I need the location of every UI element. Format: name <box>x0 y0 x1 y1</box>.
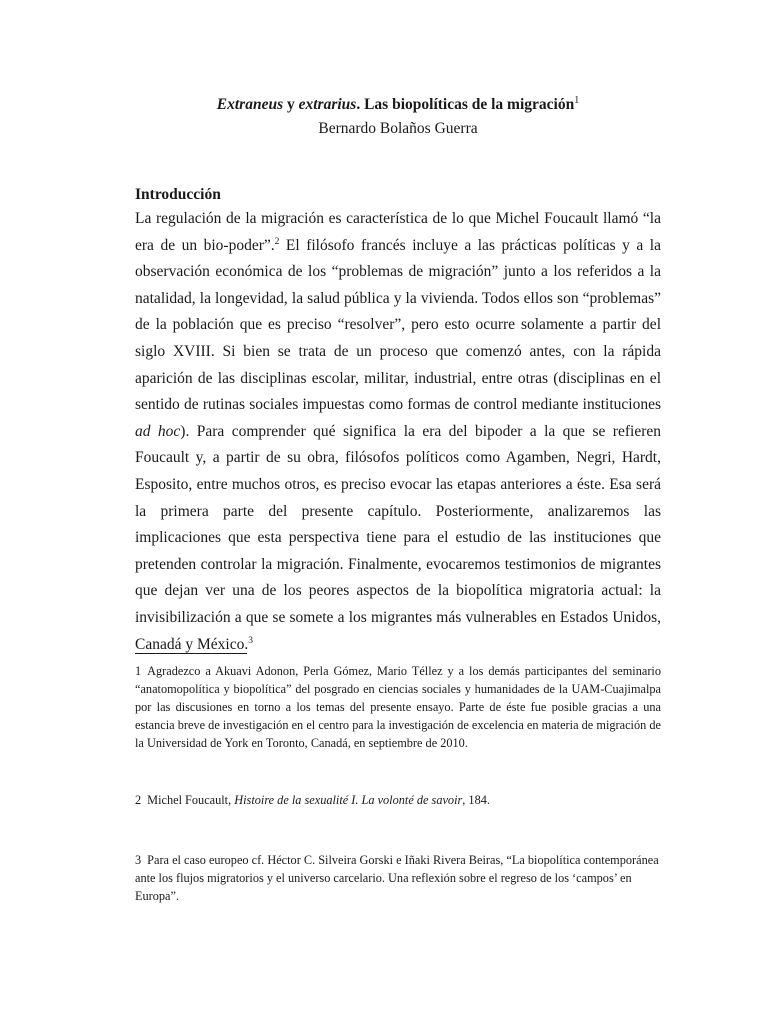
footnote-3 <box>135 851 661 905</box>
footnote-ref-1[interactable]: 1 <box>574 95 580 106</box>
footnote-separator <box>135 653 247 654</box>
footnote-2 <box>135 791 661 809</box>
footnote-2-author: Michel Foucault, <box>147 793 235 807</box>
footnote-3-text: Para el caso europeo cf. Héctor C. Silveira Gorski e Iñaki Rivera Beiras, “La biopolítica contemporánea ante los flujos migratorios y el universo carcelario. Una reflexión sobre el regreso de los ‘campos’ en Europa”. <box>135 853 659 903</box>
document-title <box>135 91 661 115</box>
body-paragraph <box>135 206 661 658</box>
paragraph-part-3: ). Para comprender qué significa la era del bipoder a la que se refieren Foucault y, a partir de su obra, filósofos políticos como Agamben, Negri, Hardt, Esposito, entre muchos otros, es preciso evocar las etapas anteriores a éste. Esa será la primera parte del presente capítulo. Posteriormente, analizaremos las implicaciones que esta perspectiva tiene para el estudio de las instituciones que pretenden controlar la migración. Finalmente, evocaremos testimonios de migrantes que dejan ver una de los peores aspectos de la biopolítica migratoria actual: la invisibilización a que se somete a los migrantes más vulnerables en Estados Unidos, Canadá y México. <box>135 422 661 653</box>
author-name: Bernardo Bolaños Guerra <box>318 120 478 137</box>
footnote-2-page: , 184. <box>462 793 490 807</box>
footnote-ref-2[interactable]: 2 <box>274 236 280 247</box>
footnote-2-book-title: Histoire de la sexualité I. La volonté de savoir <box>234 793 463 807</box>
title-italic-extrarius: extrarius <box>298 96 357 113</box>
footnote-ref-3[interactable]: 3 <box>248 635 253 646</box>
footnote-1 <box>135 662 661 752</box>
footnote-1-text: Agradezco a Akuavi Adonon, Perla Gómez, Mario Téllez y a los demás participantes del seminario “anatomopolítica y biopolítica” del posgrado en ciencias sociales y humanidades de la UAM-Cuajimalpa por las discusiones en torno a los temas del presente ensayo. Parte de éste fue posible gracias a una estancia breve de investigación en el centro para la investigación de excelencia en materia de migración de la Universidad de York en Toronto, Canadá, en septiembre de 2010. <box>135 664 661 750</box>
footnote-3-number: 3 <box>135 853 142 867</box>
footnote-1-number: 1 <box>135 664 142 678</box>
title-main: . Las biopolíticas de la migración <box>356 96 575 113</box>
title-connector: y <box>283 96 299 113</box>
paragraph-italic-ad-hoc: ad hoc <box>135 422 181 440</box>
paragraph-part-1: La regulación de la migración es característica de lo que Michel Foucault llamó “la era de un bio-poder”. <box>135 210 661 254</box>
section-heading: Introducción <box>135 186 221 203</box>
paragraph-part-2: El filósofo francés incluye a las prácticas políticas y a la observación económica de los “problemas de migración” junto a los referidos a la natalidad, la longevidad, la salud pública y la vivienda. Todos ellos son “problemas” de la población que es preciso “resolver”, pero esto ocurre solamente a partir del siglo XVIII. Si bien se trata de un proceso que comenzó antes, con la rápida aparición de las disciplinas escolar, militar, industrial, entre otras (disciplinas en el sentido de rutinas sociales impuestas como formas de control mediante instituciones <box>135 236 661 414</box>
footnote-2-number: 2 <box>135 793 142 807</box>
title-italic-extraneus: Extraneus <box>216 96 284 113</box>
